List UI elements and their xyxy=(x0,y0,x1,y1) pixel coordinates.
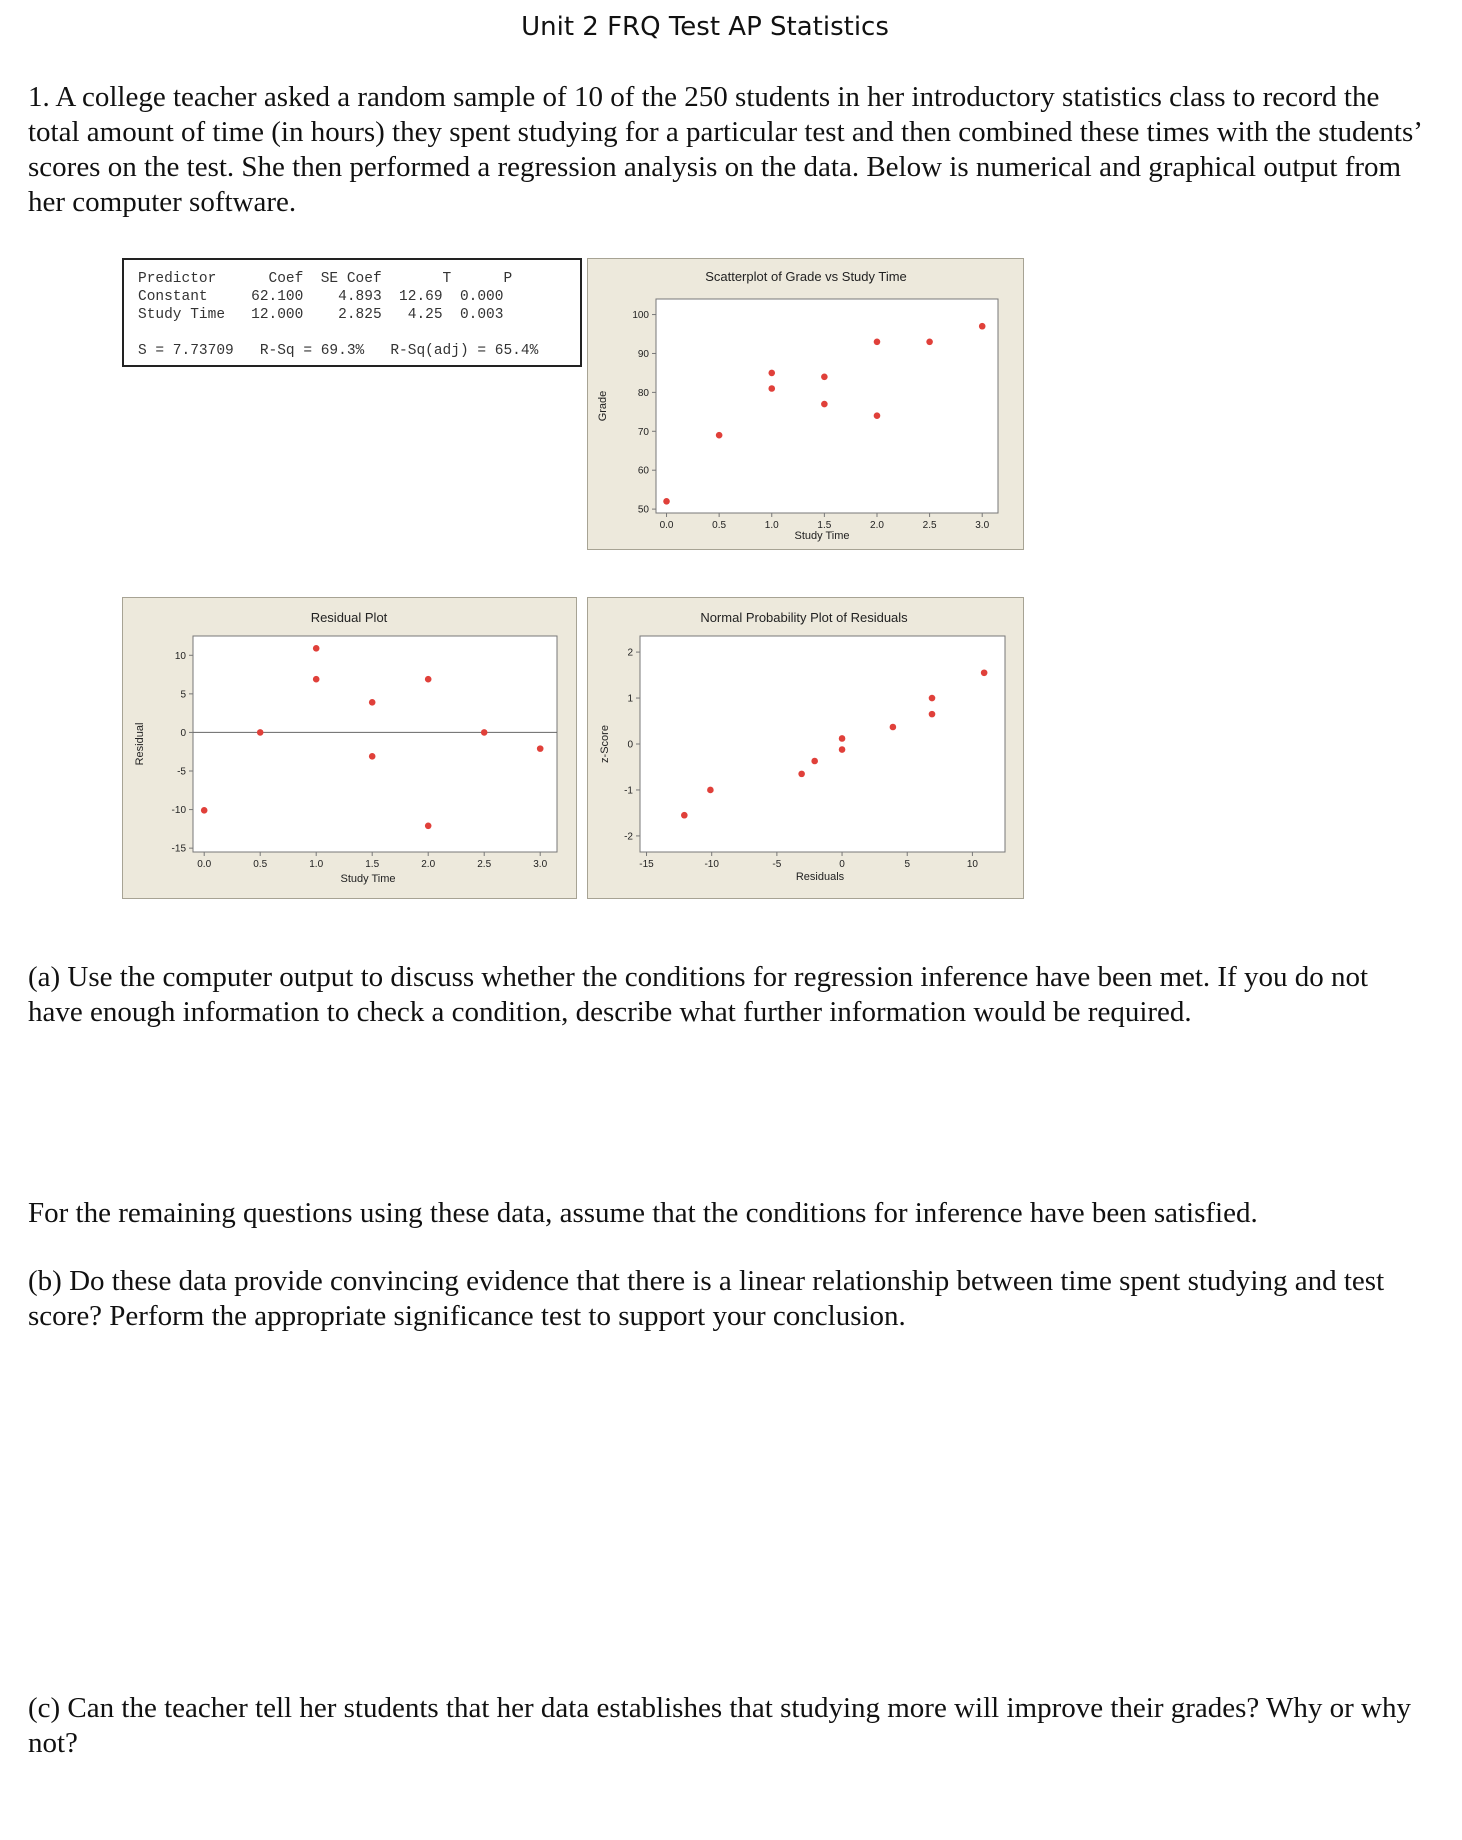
plot-area xyxy=(193,636,557,852)
output-summary: S = 7.73709 R-Sq = 69.3% R-Sq(adj) = 65.4% xyxy=(138,343,539,359)
data-point xyxy=(839,746,846,753)
x-tick-label: 1.5 xyxy=(365,859,380,870)
data-point xyxy=(811,758,818,765)
data-point xyxy=(979,323,986,330)
regression-output-box xyxy=(122,258,582,367)
data-point xyxy=(874,339,881,346)
y-axis-label: z-Score xyxy=(599,725,611,763)
data-point xyxy=(839,735,846,742)
y-tick-label: 50 xyxy=(637,504,649,516)
assumption-text: For the remaining questions using these data, assume that the conditions for inference have been satisfied. xyxy=(28,1197,1258,1229)
x-tick-label: 1.0 xyxy=(764,520,779,531)
y-tick-label: 1 xyxy=(627,693,633,705)
x-axis-label: Study Time xyxy=(794,530,850,542)
x-tick-label: 3.0 xyxy=(975,520,990,531)
normal-probability-plot xyxy=(588,598,1025,900)
x-tick-label: -15 xyxy=(639,859,654,870)
scatterplot-grade-vs-study-time xyxy=(588,259,1025,551)
y-tick-label: 2 xyxy=(627,647,633,659)
output-row-study-time: Study Time 12.000 2.825 4.25 0.003 xyxy=(138,307,504,323)
y-tick-label: -1 xyxy=(624,785,633,797)
data-point xyxy=(313,645,320,652)
part-a-text: (a) Use the computer output to discuss whether the conditions for regression inference have been met. If you do not have enough information to check a condition, describe what further information would be required. xyxy=(28,961,1369,1028)
part-c-text: (c) Can the teacher tell her students that her data establishes that studying more will improve their grades? Why or why not? xyxy=(28,1692,1411,1759)
x-tick-label: 0.0 xyxy=(197,859,212,870)
data-point xyxy=(929,695,936,702)
data-point xyxy=(707,787,714,794)
scatterplot-panel xyxy=(587,258,1024,550)
x-tick-label: -5 xyxy=(772,859,782,870)
normal-probability-panel xyxy=(587,597,1024,899)
chart-title: Scatterplot of Grade vs Study Time xyxy=(705,269,907,284)
output-header: Predictor Coef SE Coef T P xyxy=(138,271,513,287)
part-b-text: (b) Do these data provide convincing evidence that there is a linear relationship between time spent studying and test score? Perform the appropriate significance test to support your conclusion. xyxy=(28,1265,1385,1332)
y-axis-label: Grade xyxy=(597,390,609,422)
x-tick-label: 10 xyxy=(966,859,978,870)
plot-area xyxy=(640,636,1005,852)
data-point xyxy=(201,807,208,814)
x-tick-label: 0.0 xyxy=(659,520,674,531)
chart-title: Residual Plot xyxy=(310,610,388,625)
x-tick-label: 0.5 xyxy=(712,520,727,531)
x-tick-label: 0 xyxy=(839,859,845,870)
data-point xyxy=(926,339,933,346)
x-tick-label: -10 xyxy=(704,859,719,870)
x-tick-label: 0.5 xyxy=(253,859,268,870)
y-tick-label: 70 xyxy=(637,426,649,438)
y-tick-label: 60 xyxy=(637,465,649,477)
data-point xyxy=(716,432,723,439)
residual-plot-panel xyxy=(122,597,577,899)
y-tick-label: 5 xyxy=(180,689,186,701)
data-point xyxy=(874,412,881,419)
x-tick-label: 2.0 xyxy=(870,520,884,531)
data-point xyxy=(981,669,988,676)
data-point xyxy=(425,822,432,829)
data-point xyxy=(369,699,376,706)
y-tick-label: 90 xyxy=(637,348,649,360)
data-point xyxy=(663,498,670,505)
data-point xyxy=(313,676,320,683)
data-point xyxy=(481,729,488,736)
x-axis-label: Study Time xyxy=(340,873,396,885)
data-point xyxy=(929,711,936,718)
data-point xyxy=(257,729,264,736)
y-tick-label: 100 xyxy=(632,310,649,322)
data-point xyxy=(821,401,828,408)
data-point xyxy=(821,374,828,381)
x-tick-label: 2.5 xyxy=(477,859,492,870)
y-tick-label: -2 xyxy=(624,831,633,843)
y-tick-label: 0 xyxy=(627,739,633,751)
y-tick-label: 10 xyxy=(174,650,186,662)
y-tick-label: -5 xyxy=(177,766,186,778)
data-point xyxy=(369,753,376,760)
x-axis-label: Residuals xyxy=(795,871,845,883)
residual-plot xyxy=(123,598,578,900)
y-tick-label: 80 xyxy=(637,387,649,399)
x-tick-label: 2.0 xyxy=(421,859,436,870)
data-point xyxy=(537,745,544,752)
y-tick-label: 0 xyxy=(180,727,186,739)
data-point xyxy=(681,812,688,819)
x-tick-label: 1.5 xyxy=(817,520,832,531)
data-point xyxy=(768,385,775,392)
output-row-constant: Constant 62.100 4.893 12.69 0.000 xyxy=(138,289,504,305)
x-tick-label: 1.0 xyxy=(309,859,324,870)
chart-title: Normal Probability Plot of Residuals xyxy=(700,610,908,625)
data-point xyxy=(798,771,805,778)
question-1-text: 1. A college teacher asked a random sample of 10 of the 250 students in her introductory statistics class to record the total amount of time (in hours) they spent studying for a particular test and then combined these times with the students’ scores on the test. She then performed a regression analysis on the data. Below is numerical and graphical output from her computer software. xyxy=(28,81,1421,218)
x-tick-label: 5 xyxy=(904,859,911,870)
y-tick-label: -15 xyxy=(171,843,186,855)
regression-output-table xyxy=(138,270,512,324)
page-title: Unit 2 FRQ Test AP Statistics xyxy=(521,12,889,42)
x-tick-label: 2.5 xyxy=(922,520,937,531)
data-point xyxy=(890,724,897,731)
data-point xyxy=(768,370,775,377)
y-axis-label: Residual xyxy=(134,722,146,766)
x-tick-label: 3.0 xyxy=(533,859,548,870)
data-point xyxy=(425,676,432,683)
y-tick-label: -10 xyxy=(171,805,186,817)
